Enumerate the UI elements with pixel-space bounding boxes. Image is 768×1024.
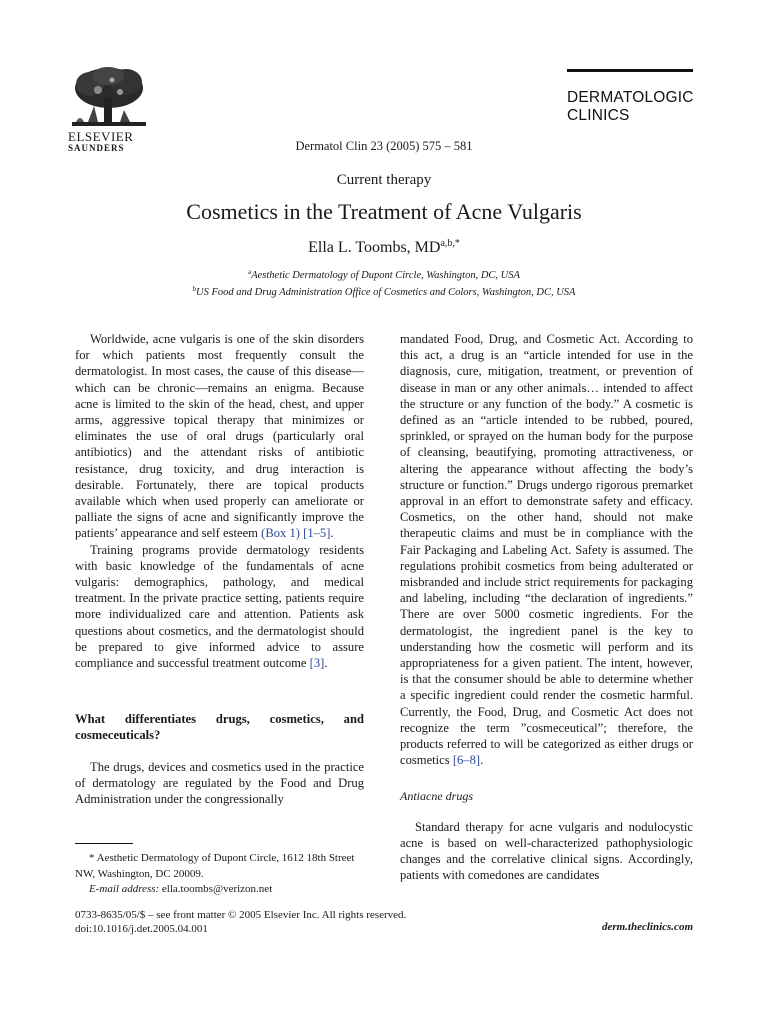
section-label: Current therapy [336,172,432,188]
email-label: E-mail address: [89,883,160,895]
author-name: Ella L. Toombs, MD [308,239,441,256]
issn-line: 0733-8635/05/$ – see front matter © 2005 Elsevier Inc. All rights reserved. [75,909,407,921]
paragraph: Standard therapy for acne vulgaris and nodulocystic acne is based on well-characterized pathophysiologic changes and the correlative clinical signs. Accordingly, patients with comedones are candidates [400,819,693,883]
right-column [400,331,693,884]
publisher-imprint: SAUNDERS [68,143,125,153]
footnote-address: * Aesthetic Dermatology of Dupont Circle, 1612 18th Street NW, Washington, DC 20009. [75,852,355,880]
reference-link[interactable]: [3] [309,656,325,671]
doi-line[interactable]: doi:10.1016/j.det.2005.04.001 [75,923,208,935]
journal-name [567,89,694,125]
elsevier-tree-icon [68,66,150,130]
author-line [0,238,768,257]
affiliation-mark: b [192,285,196,293]
footnote [75,851,370,898]
affiliation-b [0,285,768,298]
paragraph: Worldwide, acne vulgaris is one of the skin disorders for which patients most frequently consult the dermatologist. In most cases, the cause of this disease—which can be chronic—remains an enigma. Because acne is limited to the skin of the head, chest, and upper arms, aggressive topical therapy that minimizes or eliminates the use of oral drugs (particularly oral antibiotics) and the attendant risks of antibiotic resistance, drug toxicity, and drug interaction is desirable. Fortunately, there are topical products available which when used properly can ameliorate or palliate the signs of acne and significantly improve the patients’ appearance and self esteem (Box 1) [1–5]. [75,332,364,541]
copyright-block [75,908,406,936]
journal-name-line1: DERMATOLOGIC [567,89,694,106]
article-title: Cosmetics in the Treatment of Acne Vulgaris [186,199,582,224]
journal-rule [567,69,693,72]
paragraph: mandated Food, Drug, and Cosmetic Act. According to this act, a drug is an “article intended for use in the diagnosis, cure, mitigation, treatment, or prevention of disease in man or any other animals… intended to affect the structure or any function of the body.” A cosmetic is defined as an “article intended to be rubbed, poured, sprinkled, or sprayed on the human body for the purpose of cleansing, beautifying, promoting attractiveness, or altering the appearance without affecting the body’s structure or function.” Drugs undergo rigorous premarket approval in an effort to demonstrate safety and efficacy. Cosmetics, on the other hand, should not make therapeutic claims and must be in compliance with the Fair Packaging and Labeling Act. Safety is assumed. The regulations prohibit cosmetics from being adulterated or misbranded and include strict requirements for packaging and labeling, including “the declaration of ingredients.” There are over 5000 cosmetic ingredients. For the dermatologist, the ingredient panel is the key to understanding how the cosmetic will perform and its appropriateness for a given patient. The intent, however, is that the consumer should be able to determine whether a specific ingredient could render the cosmetic harmful. Currently, the Food, Drug, and Cosmetic Act does not recognize the term ”cosmeceutical”; therefore, the products referred to will be categorized as either drugs or cosmetics [6–8]. [400,332,693,768]
paragraph: Training programs provide dermatology residents with basic knowledge of the fundamentals of acne vulgaris: demographics, pathology, and medical treatment. In the private practice setting, patients require more individualized care and attention. Patients ask questions about cosmetics, and the dermatologist should be prepared to give informed advice to assure compliance and successful treatment outcome [3]. [75,542,364,671]
reference-link[interactable]: [6–8] [452,753,481,768]
affiliation-mark: a [248,268,252,276]
email-address[interactable]: ella.toombs@verizon.net [161,883,273,895]
box-link[interactable]: (Box 1) [261,526,300,541]
footnote-rule [75,843,133,844]
reference-link[interactable]: [1–5] [303,526,331,541]
affiliation-a [0,268,768,281]
journal-name-line2: CLINICS [567,107,630,124]
author-marks: a,b,* [440,238,460,249]
subsection-heading: Antiacne drugs [400,789,473,804]
left-column [75,331,364,807]
affiliation-text: Aesthetic Dermatology of Dupont Circle, Washington, DC, USA [251,270,520,281]
publisher-name: ELSEVIER [68,129,134,144]
affiliation-text: US Food and Drug Administration Office of Cosmetics and Colors, Washington, DC, USA [196,287,576,298]
section-heading: What differentiates drugs, cosmetics, and cosmeceuticals? [75,712,364,743]
footnote-email-line [75,882,370,898]
citation-line: Dermatol Clin 23 (2005) 575 – 581 [295,139,473,153]
journal-website[interactable]: derm.theclinics.com [601,921,693,933]
paragraph: The drugs, devices and cosmetics used in the practice of dermatology are regulated by the Food and Drug Administration under the congressionally [75,759,364,807]
